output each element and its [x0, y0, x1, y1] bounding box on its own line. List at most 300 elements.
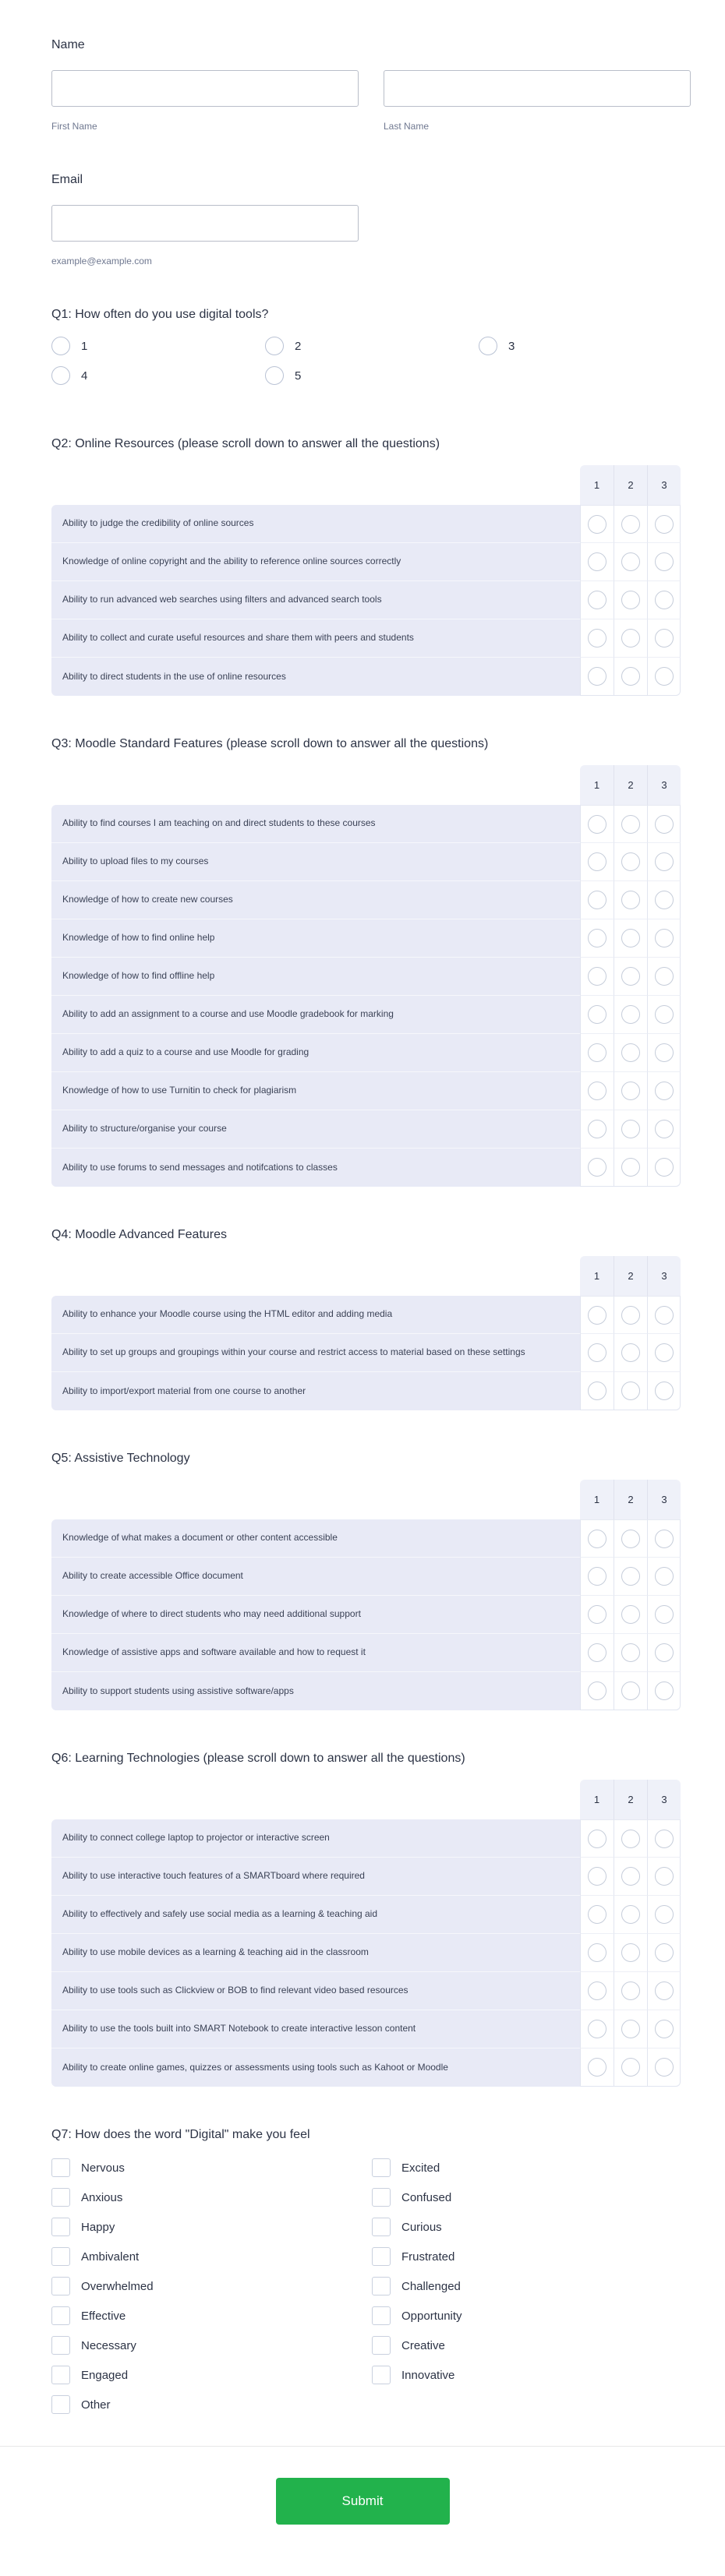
matrix-row	[51, 1110, 681, 1149]
matrix-cell[interactable]	[580, 2048, 614, 2087]
matrix-cell[interactable]	[614, 2010, 647, 2048]
q7-option-engaged[interactable]	[51, 2366, 372, 2384]
matrix-radio-icon[interactable]	[655, 1343, 674, 1362]
matrix-cell[interactable]	[614, 1296, 647, 1334]
matrix-cell[interactable]	[614, 958, 647, 996]
matrix-cell[interactable]	[580, 1596, 614, 1634]
matrix-column-header: 2	[614, 1256, 647, 1296]
matrix-cell[interactable]	[614, 1934, 647, 1972]
checkbox-icon[interactable]	[372, 2366, 391, 2384]
matrix-radio-icon[interactable]	[588, 1382, 607, 1400]
matrix-radio-icon[interactable]	[588, 552, 607, 571]
matrix-radio-icon[interactable]	[655, 815, 674, 834]
matrix-cell[interactable]	[647, 1334, 681, 1372]
matrix-radio-icon[interactable]	[588, 1567, 607, 1586]
matrix-radio-icon[interactable]	[655, 1643, 674, 1662]
q7-option-challenged[interactable]	[372, 2277, 691, 2295]
matrix-radio-icon[interactable]	[621, 1082, 640, 1100]
matrix-cell[interactable]	[647, 505, 681, 543]
q1-option-3[interactable]	[479, 337, 692, 355]
q7-option-innovative[interactable]	[372, 2366, 691, 2384]
matrix-radio-icon[interactable]	[588, 1530, 607, 1548]
checkbox-icon[interactable]	[51, 2306, 70, 2325]
q1-option-2[interactable]	[265, 337, 479, 355]
matrix-radio-icon[interactable]	[655, 1943, 674, 1962]
matrix-cell[interactable]	[580, 543, 614, 581]
matrix-cell[interactable]	[647, 843, 681, 881]
email-input-row	[51, 205, 691, 266]
matrix-radio-icon[interactable]	[588, 1005, 607, 1024]
matrix-cell[interactable]	[580, 843, 614, 881]
radio-option-label: 2	[295, 339, 302, 353]
matrix-cell[interactable]	[647, 805, 681, 843]
matrix-table	[51, 1480, 681, 1710]
matrix-cell[interactable]	[580, 1034, 614, 1072]
matrix-cell[interactable]	[614, 1672, 647, 1710]
matrix-cell[interactable]	[647, 1819, 681, 1858]
radio-icon[interactable]	[51, 337, 70, 355]
matrix-cell[interactable]	[647, 1072, 681, 1110]
matrix-cell[interactable]	[647, 581, 681, 619]
matrix-radio-icon[interactable]	[588, 1043, 607, 1062]
matrix-row	[51, 1149, 681, 1187]
last-name-input[interactable]	[384, 70, 691, 107]
matrix-cell[interactable]	[614, 1634, 647, 1672]
matrix-radio-icon[interactable]	[588, 1082, 607, 1100]
matrix-cell[interactable]	[580, 1072, 614, 1110]
matrix-radio-icon[interactable]	[621, 1643, 640, 1662]
matrix-cell[interactable]	[580, 1149, 614, 1187]
matrix-row-label: Knowledge of how to use Turnitin to check for plagiarism	[51, 1072, 580, 1110]
radio-icon[interactable]	[265, 337, 284, 355]
q7-option-excited[interactable]	[372, 2158, 691, 2177]
q7-option-necessary[interactable]	[51, 2336, 372, 2355]
matrix-radio-icon[interactable]	[655, 929, 674, 947]
checkbox-option-label: Other	[81, 2398, 111, 2412]
matrix-radio-icon[interactable]	[655, 2058, 674, 2077]
radio-option-label: 3	[508, 339, 515, 353]
matrix-row-label: Ability to use interactive touch features of a SMARTboard where required	[51, 1858, 580, 1896]
matrix-cell[interactable]	[614, 1034, 647, 1072]
matrix-row-label: Ability to set up groups and groupings within your course and restrict access to material based on these settings	[51, 1334, 580, 1372]
matrix-row-label: Knowledge of how to find online help	[51, 919, 580, 958]
matrix-row	[51, 1558, 681, 1596]
matrix-radio-icon[interactable]	[588, 852, 607, 871]
matrix-cell[interactable]	[614, 996, 647, 1034]
checkbox-icon[interactable]	[51, 2158, 70, 2177]
matrix-cell[interactable]	[647, 658, 681, 696]
matrix-radio-icon[interactable]	[621, 1043, 640, 1062]
checkbox-option-label: Happy	[81, 2220, 115, 2234]
matrix-table	[51, 765, 681, 1187]
checkbox-option-label: Nervous	[81, 2161, 125, 2175]
matrix-cell[interactable]	[614, 805, 647, 843]
q7-option-confused[interactable]	[372, 2188, 691, 2207]
matrix-cell[interactable]	[580, 1972, 614, 2010]
checkbox-icon[interactable]	[372, 2158, 391, 2177]
matrix-radio-icon[interactable]	[621, 1867, 640, 1886]
matrix-column-header: 3	[647, 1480, 681, 1519]
matrix-radio-icon[interactable]	[621, 591, 640, 609]
matrix-cell[interactable]	[614, 658, 647, 696]
matrix-cell[interactable]	[647, 1858, 681, 1896]
matrix-cell[interactable]	[580, 1858, 614, 1896]
matrix-radio-icon[interactable]	[588, 1943, 607, 1962]
matrix-cell[interactable]	[647, 1149, 681, 1187]
checkbox-option-label: Opportunity	[401, 2309, 462, 2323]
matrix-cell[interactable]	[580, 1672, 614, 1710]
matrix-row	[51, 2048, 681, 2087]
q7-option-frustrated[interactable]	[372, 2247, 691, 2266]
q1-option-4[interactable]	[51, 366, 265, 385]
q7-option-curious[interactable]	[372, 2218, 691, 2236]
matrix-cell[interactable]	[647, 919, 681, 958]
matrix-question-label: Q4: Moodle Advanced Features	[51, 1228, 228, 1241]
matrix-radio-icon[interactable]	[621, 1567, 640, 1586]
matrix-radio-icon[interactable]	[621, 1005, 640, 1024]
matrix-cell[interactable]	[647, 881, 681, 919]
matrix-radio-icon[interactable]	[655, 1306, 674, 1325]
checkbox-option-label: Excited	[401, 2161, 440, 2175]
matrix-cell[interactable]	[614, 881, 647, 919]
matrix-row-label: Ability to create online games, quizzes or assessments using tools such as Kahoot or Moodle	[51, 2048, 580, 2087]
q1-option-5[interactable]	[265, 366, 479, 385]
checkbox-icon[interactable]	[372, 2218, 391, 2236]
matrix-column-header: 1	[593, 779, 600, 791]
matrix-row	[51, 1296, 681, 1334]
matrix-radio-icon[interactable]	[621, 515, 640, 534]
matrix-radio-icon[interactable]	[621, 929, 640, 947]
matrix-radio-icon[interactable]	[655, 515, 674, 534]
checkbox-icon[interactable]	[51, 2277, 70, 2295]
matrix-cell[interactable]	[614, 1596, 647, 1634]
matrix-row	[51, 843, 681, 881]
matrix-cell[interactable]	[580, 2010, 614, 2048]
matrix-radio-icon[interactable]	[621, 2058, 640, 2077]
matrix-cell[interactable]	[580, 658, 614, 696]
matrix-radio-icon[interactable]	[655, 1120, 674, 1138]
matrix-radio-icon[interactable]	[588, 929, 607, 947]
checkbox-icon[interactable]	[51, 2218, 70, 2236]
matrix-row	[51, 1596, 681, 1634]
matrix-radio-icon[interactable]	[655, 1981, 674, 2000]
q7-option-happy[interactable]	[51, 2218, 372, 2236]
matrix-row	[51, 1334, 681, 1372]
matrix-row-label: Knowledge of online copyright and the ability to reference online sources correctly	[51, 543, 580, 581]
matrix-radio-icon[interactable]	[655, 1043, 674, 1062]
matrix-row	[51, 1634, 681, 1672]
matrix-radio-icon[interactable]	[588, 1830, 607, 1848]
matrix-cell[interactable]	[647, 1558, 681, 1596]
matrix-radio-icon[interactable]	[655, 852, 674, 871]
matrix-radio-icon[interactable]	[621, 1343, 640, 1362]
matrix-row-label: Ability to connect college laptop to projector or interactive screen	[51, 1819, 580, 1858]
checkbox-icon[interactable]	[372, 2247, 391, 2266]
matrix-cell[interactable]	[647, 1519, 681, 1558]
matrix-cell[interactable]	[647, 1934, 681, 1972]
matrix-radio-icon[interactable]	[655, 667, 674, 686]
matrix-radio-icon[interactable]	[621, 1905, 640, 1924]
matrix-radio-icon[interactable]	[655, 2020, 674, 2038]
matrix-cell[interactable]	[614, 1334, 647, 1372]
matrix-radio-icon[interactable]	[588, 1681, 607, 1700]
q7-section	[51, 2127, 691, 2414]
matrix-radio-icon[interactable]	[621, 852, 640, 871]
email-input[interactable]	[51, 205, 359, 242]
matrix-radio-icon[interactable]	[621, 1120, 640, 1138]
checkbox-icon[interactable]	[372, 2188, 391, 2207]
matrix-radio-icon[interactable]	[621, 1605, 640, 1624]
matrix-cell[interactable]	[614, 1072, 647, 1110]
matrix-cell[interactable]	[614, 1110, 647, 1149]
q7-option-other[interactable]	[51, 2395, 372, 2414]
checkbox-icon[interactable]	[51, 2188, 70, 2207]
matrix-row	[51, 1858, 681, 1896]
matrix-radio-icon[interactable]	[588, 1867, 607, 1886]
matrix-cell[interactable]	[580, 1934, 614, 1972]
matrix-cell[interactable]	[647, 1372, 681, 1410]
radio-icon[interactable]	[479, 337, 497, 355]
matrix-cell[interactable]	[614, 581, 647, 619]
matrix-row	[51, 1896, 681, 1934]
matrix-cell[interactable]	[614, 919, 647, 958]
matrix-row-label: Ability to use forums to send messages and notifcations to classes	[51, 1149, 580, 1187]
matrix-radio-icon[interactable]	[655, 1830, 674, 1848]
matrix-radio-icon[interactable]	[655, 1681, 674, 1700]
radio-option-label: 5	[295, 369, 302, 383]
matrix-row-label: Ability to add a quiz to a course and use Moodle for grading	[51, 1034, 580, 1072]
checkbox-option-label: Innovative	[401, 2368, 455, 2382]
matrix-cell[interactable]	[580, 919, 614, 958]
checkbox-icon[interactable]	[51, 2395, 70, 2414]
matrix-cell[interactable]	[580, 1296, 614, 1334]
radio-icon[interactable]	[51, 366, 70, 385]
q7-option-anxious[interactable]	[51, 2188, 372, 2207]
matrix-radio-icon[interactable]	[588, 1905, 607, 1924]
matrix-radio-icon[interactable]	[588, 2058, 607, 2077]
q7-option-effective[interactable]	[51, 2306, 372, 2325]
matrix-radio-icon[interactable]	[588, 1306, 607, 1325]
matrix-row	[51, 543, 681, 581]
matrix-radio-icon[interactable]	[621, 552, 640, 571]
matrix-row	[51, 805, 681, 843]
matrix-cell[interactable]	[614, 1972, 647, 2010]
matrix-cell[interactable]	[580, 1334, 614, 1372]
matrix-cell[interactable]	[580, 881, 614, 919]
matrix-radio-icon[interactable]	[588, 515, 607, 534]
checkbox-option-label: Curious	[401, 2220, 442, 2234]
matrix-radio-icon[interactable]	[621, 1681, 640, 1700]
matrix-radio-icon[interactable]	[588, 629, 607, 648]
matrix-radio-icon[interactable]	[621, 967, 640, 986]
matrix-radio-icon[interactable]	[588, 815, 607, 834]
matrix-radio-icon[interactable]	[655, 1567, 674, 1586]
q7-question-label: Q7: How does the word "Digital" make you feel	[51, 2128, 310, 2141]
matrix-cell[interactable]	[614, 843, 647, 881]
first-name-field	[51, 70, 359, 132]
q1-question-label: Q1: How often do you use digital tools?	[51, 308, 269, 321]
matrix-row	[51, 958, 681, 996]
matrix-cell[interactable]	[647, 543, 681, 581]
matrix-radio-icon[interactable]	[621, 629, 640, 648]
matrix-radio-icon[interactable]	[621, 1306, 640, 1325]
matrix-cell[interactable]	[647, 996, 681, 1034]
matrix-row	[51, 1519, 681, 1558]
radio-icon[interactable]	[265, 366, 284, 385]
q7-option-nervous[interactable]	[51, 2158, 372, 2177]
matrix-radio-icon[interactable]	[588, 591, 607, 609]
matrix-question-section	[51, 436, 691, 696]
matrix-radio-icon[interactable]	[621, 1382, 640, 1400]
matrix-radio-icon[interactable]	[655, 1530, 674, 1548]
matrix-cell[interactable]	[614, 2048, 647, 2087]
matrix-radio-icon[interactable]	[588, 667, 607, 686]
matrix-radio-icon[interactable]	[588, 1981, 607, 2000]
matrix-cell[interactable]	[647, 1634, 681, 1672]
matrix-radio-icon[interactable]	[588, 1605, 607, 1624]
matrix-cell[interactable]	[647, 1034, 681, 1072]
matrix-radio-icon[interactable]	[621, 2020, 640, 2038]
q7-options-grid	[51, 2158, 691, 2414]
q1-option-1[interactable]	[51, 337, 265, 355]
matrix-radio-icon[interactable]	[588, 891, 607, 909]
matrix-cell[interactable]	[647, 1296, 681, 1334]
matrix-radio-icon[interactable]	[655, 1158, 674, 1177]
matrix-cell[interactable]	[647, 1972, 681, 2010]
matrix-cell[interactable]	[647, 1672, 681, 1710]
matrix-cell[interactable]	[580, 1634, 614, 1672]
matrix-radio-icon[interactable]	[655, 1905, 674, 1924]
matrix-cell[interactable]	[580, 958, 614, 996]
matrix-radio-icon[interactable]	[621, 1158, 640, 1177]
matrix-radio-icon[interactable]	[655, 967, 674, 986]
matrix-cell[interactable]	[614, 619, 647, 658]
matrix-radio-icon[interactable]	[655, 1605, 674, 1624]
matrix-radio-icon[interactable]	[621, 891, 640, 909]
checkbox-icon[interactable]	[51, 2336, 70, 2355]
matrix-cell[interactable]	[580, 1896, 614, 1934]
q1-section	[51, 307, 691, 385]
q7-option-overwhelmed[interactable]	[51, 2277, 372, 2295]
matrix-row-label: Ability to collect and curate useful resources and share them with peers and students	[51, 619, 580, 658]
checkbox-icon[interactable]	[372, 2277, 391, 2295]
matrix-row-label: Knowledge of how to create new courses	[51, 881, 580, 919]
matrix-sections-container	[51, 436, 691, 2087]
matrix-cell[interactable]	[614, 543, 647, 581]
matrix-body	[51, 505, 681, 696]
checkbox-option-label: Frustrated	[401, 2250, 455, 2264]
matrix-radio-icon[interactable]	[588, 1643, 607, 1662]
matrix-cell[interactable]	[647, 1110, 681, 1149]
matrix-radio-icon[interactable]	[621, 1981, 640, 2000]
matrix-cell[interactable]	[614, 1372, 647, 1410]
matrix-cell[interactable]	[580, 1110, 614, 1149]
matrix-cell[interactable]	[580, 505, 614, 543]
matrix-cell[interactable]	[580, 996, 614, 1034]
matrix-radio-icon[interactable]	[655, 629, 674, 648]
q7-option-creative[interactable]	[372, 2336, 691, 2355]
matrix-radio-icon[interactable]	[588, 967, 607, 986]
checkbox-icon[interactable]	[372, 2306, 391, 2325]
matrix-cell[interactable]	[614, 505, 647, 543]
matrix-row	[51, 919, 681, 958]
matrix-radio-icon[interactable]	[588, 2020, 607, 2038]
checkbox-icon[interactable]	[372, 2336, 391, 2355]
matrix-radio-icon[interactable]	[588, 1343, 607, 1362]
checkbox-option-label: Necessary	[81, 2338, 136, 2352]
matrix-cell[interactable]	[614, 1558, 647, 1596]
first-name-input[interactable]	[51, 70, 359, 107]
matrix-radio-icon[interactable]	[588, 1158, 607, 1177]
matrix-radio-icon[interactable]	[621, 815, 640, 834]
matrix-row-label: Ability to upload files to my courses	[51, 843, 580, 881]
matrix-cell[interactable]	[580, 581, 614, 619]
matrix-cell[interactable]	[647, 1596, 681, 1634]
name-field-section	[51, 37, 691, 132]
matrix-row	[51, 1672, 681, 1710]
checkbox-option-label: Creative	[401, 2338, 445, 2352]
matrix-radio-icon[interactable]	[655, 591, 674, 609]
matrix-cell[interactable]	[580, 805, 614, 843]
matrix-cell[interactable]	[614, 1858, 647, 1896]
matrix-row-label: Knowledge of what makes a document or other content accessible	[51, 1519, 580, 1558]
name-inputs-row	[51, 70, 691, 132]
matrix-cell[interactable]	[580, 1519, 614, 1558]
checkbox-icon[interactable]	[51, 2247, 70, 2266]
matrix-cell[interactable]	[580, 619, 614, 658]
matrix-table	[51, 1780, 681, 2087]
matrix-radio-icon[interactable]	[621, 1530, 640, 1548]
matrix-cell[interactable]	[580, 1819, 614, 1858]
matrix-radio-icon[interactable]	[588, 1120, 607, 1138]
matrix-cell[interactable]	[614, 1896, 647, 1934]
matrix-column-header: 3	[647, 1256, 681, 1296]
matrix-radio-icon[interactable]	[621, 1943, 640, 1962]
matrix-cell[interactable]	[614, 1519, 647, 1558]
matrix-cell[interactable]	[614, 1819, 647, 1858]
matrix-column-header: 1	[593, 1494, 600, 1505]
matrix-cell[interactable]	[614, 1149, 647, 1187]
matrix-cell[interactable]	[647, 2010, 681, 2048]
checkbox-icon[interactable]	[51, 2366, 70, 2384]
checkbox-option-label: Confused	[401, 2190, 452, 2204]
q7-option-ambivalent[interactable]	[51, 2247, 372, 2266]
matrix-cell[interactable]	[647, 1896, 681, 1934]
matrix-cell[interactable]	[647, 2048, 681, 2087]
matrix-radio-icon[interactable]	[655, 1005, 674, 1024]
matrix-cell[interactable]	[647, 619, 681, 658]
submit-button[interactable]: Submit	[276, 2478, 450, 2525]
matrix-radio-icon[interactable]	[655, 1082, 674, 1100]
matrix-radio-icon[interactable]	[655, 552, 674, 571]
matrix-cell[interactable]	[580, 1558, 614, 1596]
matrix-row-label: Knowledge of how to find offline help	[51, 958, 580, 996]
matrix-row-label: Ability to create accessible Office document	[51, 1558, 580, 1596]
matrix-cell[interactable]	[647, 958, 681, 996]
email-label: Email	[51, 173, 83, 186]
matrix-radio-icon[interactable]	[621, 667, 640, 686]
q7-option-opportunity[interactable]	[372, 2306, 691, 2325]
matrix-radio-icon[interactable]	[655, 1382, 674, 1400]
matrix-body	[51, 1296, 681, 1410]
matrix-radio-icon[interactable]	[621, 1830, 640, 1848]
matrix-column-header: 1	[593, 1794, 600, 1805]
matrix-question-label: Q6: Learning Technologies (please scroll down to answer all the questions)	[51, 1752, 465, 1765]
matrix-cell[interactable]	[580, 1372, 614, 1410]
matrix-radio-icon[interactable]	[655, 1867, 674, 1886]
matrix-radio-icon[interactable]	[655, 891, 674, 909]
q1-options-grid	[51, 337, 691, 385]
